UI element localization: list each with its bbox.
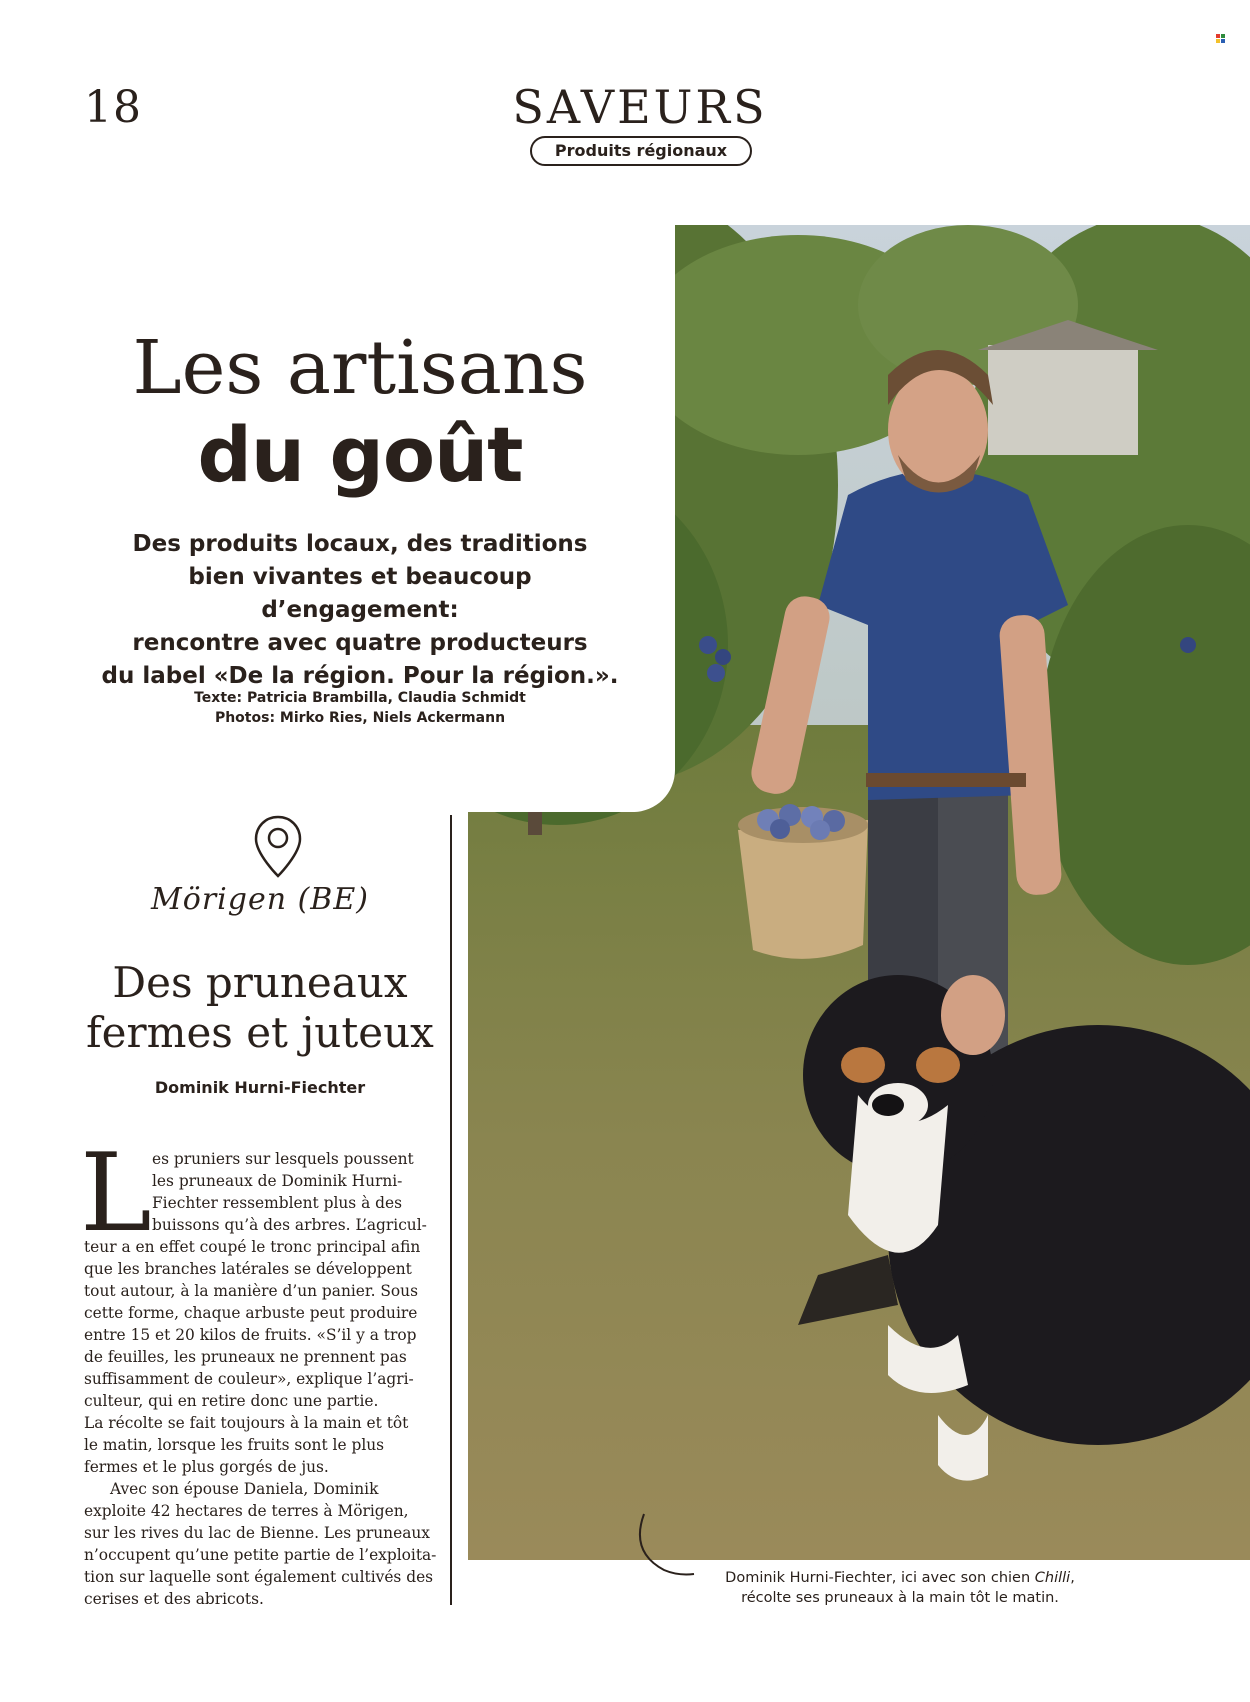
article-title-line: Des pruneaux [112, 958, 408, 1007]
body-line: es pruniers sur lesquels poussent [152, 1150, 414, 1168]
body-line: buissons qu’à des arbres. L’agricul- [152, 1216, 427, 1234]
photo-caption [700, 1568, 1100, 1608]
body-line: que les branches latérales se développent [84, 1260, 412, 1278]
body-line: entre 15 et 20 kilos de fruits. «S’il y a trop [84, 1326, 417, 1344]
map-pin-icon [252, 814, 304, 880]
body-line: suffisamment de couleur», explique l’agri- [84, 1370, 414, 1388]
photo-credit: Photos: Mirko Ries, Niels Ackermann [214, 710, 506, 726]
body-line: tion sur laquelle sont également cultivés des [84, 1568, 434, 1586]
caption-line-2: récolte ses pruneaux à la main tôt le matin. [741, 1590, 1059, 1606]
page-number: 18 [84, 82, 142, 133]
drop-cap: L [80, 1131, 152, 1256]
lead-paragraph [90, 528, 630, 693]
section-title: SAVEURS [512, 80, 768, 134]
caption-text: Dominik Hurni-Fiechter, ici avec son chien [725, 1570, 1035, 1586]
article-body [84, 1148, 436, 1610]
section-pill: Produits régionaux [530, 136, 752, 166]
body-line: sur les rives du lac de Bienne. Les pruneaux [84, 1524, 430, 1542]
body-line: le matin, lorsque les fruits sont le plus [84, 1436, 385, 1454]
text-credit: Texte: Patricia Brambilla, Claudia Schmidt [194, 690, 526, 706]
headline-line-2: du goût [197, 410, 523, 499]
body-line: cerises et des abricots. [84, 1590, 264, 1608]
body-line: de feuilles, les pruneaux ne prennent pas [84, 1348, 407, 1366]
body-line: n’occupent qu’une petite partie de l’exploita- [84, 1546, 437, 1564]
lead-line: Des produits locaux, des traditions [132, 531, 588, 557]
lead-line: rencontre avec quatre producteurs [132, 630, 588, 656]
credits [100, 688, 620, 728]
caption-punct: , [1070, 1570, 1075, 1586]
article-title-line: fermes et juteux [86, 1008, 434, 1057]
column-divider [450, 815, 452, 1605]
body-line: La récolte se fait toujours à la main et tôt [84, 1414, 409, 1432]
body-line: fermes et le plus gorgés de jus. [84, 1458, 329, 1476]
body-line: cette forme, chaque arbuste peut produire [84, 1304, 418, 1322]
body-line: culteur, qui en retire donc une partie. [84, 1392, 379, 1410]
body-line: exploite 42 hectares de terres à Mörigen, [84, 1502, 409, 1520]
body-line: Fiechter ressemblent plus à des [152, 1194, 403, 1212]
location-label: Mörigen (BE) [151, 882, 369, 917]
lead-line: du label «De la région. Pour la région.». [101, 663, 619, 689]
body-line: Avec son épouse Daniela, Dominik [110, 1480, 379, 1498]
corner-dots-icon [1216, 34, 1225, 43]
headline-line-1: Les artisans [132, 325, 588, 411]
body-line: teur a en effet coupé le tronc principal afin [84, 1238, 421, 1256]
lead-line: bien vivantes et beaucoup d’engagement: [188, 564, 532, 623]
caption-hook-icon [634, 1512, 696, 1576]
caption-line-1 [700, 1568, 1100, 1588]
article-author: Dominik Hurni-Fiechter [154, 1078, 366, 1097]
body-line: tout autour, à la manière d’un panier. Sous [84, 1282, 418, 1300]
body-line: les pruneaux de Dominik Hurni- [152, 1172, 403, 1190]
article-title [80, 958, 440, 1058]
caption-dog-name: Chilli [1034, 1570, 1071, 1586]
